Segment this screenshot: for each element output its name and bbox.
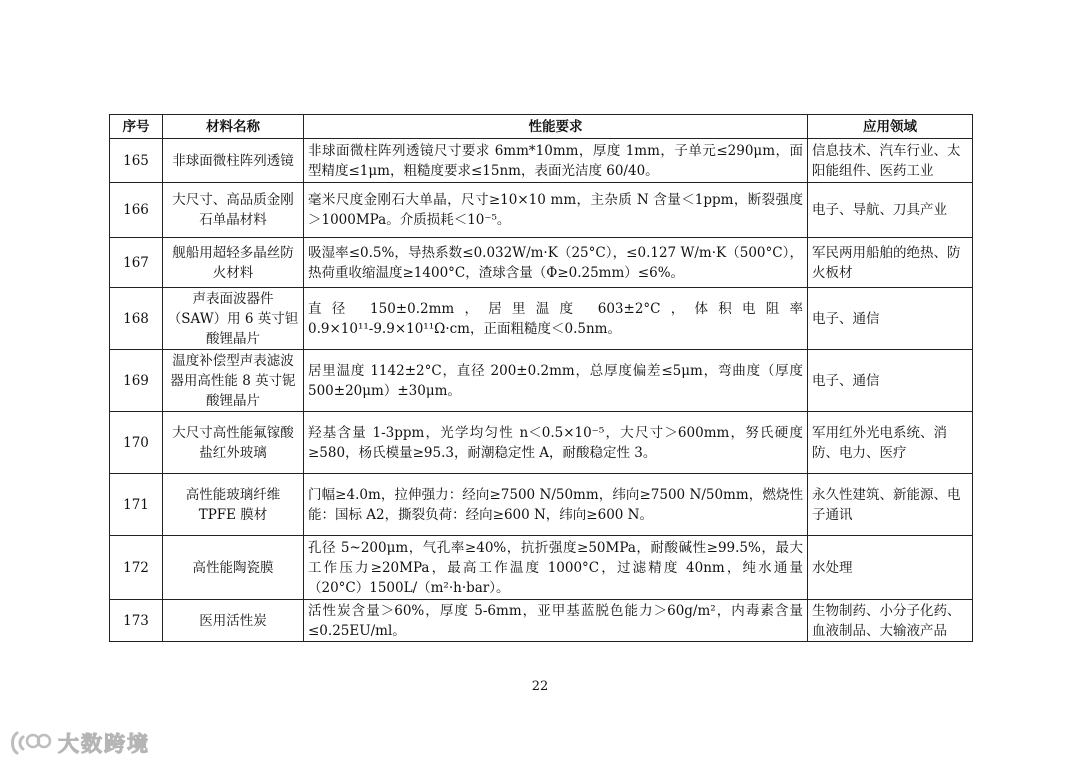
row-material-name: 非球面微柱阵列透镜 [163,139,304,183]
row-material-name: 温度补偿型声表滤波器用高性能 8 英寸铌酸锂晶片 [163,350,304,412]
table-header-row [110,115,973,139]
materials-table [109,114,973,642]
header-application-field: 应用领域 [808,115,973,139]
row-application: 生物制药、小分子化药、血液制品、大输液产品 [808,600,973,642]
table-row [110,600,973,642]
row-material-name: 高性能玻璃纤维 TPFE 膜材 [163,474,304,536]
row-application: 电子、通信 [808,288,973,350]
table-row [110,536,973,600]
watermark-logo-icon [8,728,52,758]
row-material-name: 医用活性炭 [163,600,304,642]
row-application: 电子、导航、刀具产业 [808,183,973,238]
watermark [8,728,150,758]
page-number: 22 [531,679,549,694]
row-no: 167 [110,238,163,288]
row-material-name: 大尺寸、高品质金刚石单晶材料 [163,183,304,238]
row-application: 信息技术、汽车行业、太阳能组件、医药工业 [808,139,973,183]
table-row [110,474,973,536]
row-application: 水处理 [808,536,973,600]
watermark-text: 大数跨境 [58,732,150,756]
table-row [110,412,973,474]
table-row [110,288,973,350]
table-row [110,350,973,412]
row-requirement: 直径 150±0.2mm，居里温度 603±2°C，体积电阻率 0.9×10¹¹-9.9×10¹¹Ω·cm，正面粗糙度＜0.5nm。 [304,288,808,350]
table-row [110,139,973,183]
row-material-name: 舰船用超轻多晶丝防火材料 [163,238,304,288]
row-application: 军民两用船舶的绝热、防火板材 [808,238,973,288]
row-material-name: 声表面波器件（SAW）用 6 英寸钽酸锂晶片 [163,288,304,350]
row-requirement: 孔径 5~200μm，气孔率≥40%，抗折强度≥50MPa，耐酸碱性≥99.5%，最大工作压力≥20MPa，最高工作温度 1000°C，过滤精度 40nm，纯水通量（20°C）1500L/（m²·h·bar）。 [304,536,808,600]
header-material-name: 材料名称 [163,115,304,139]
row-requirement: 羟基含量 1-3ppm，光学均匀性 n＜0.5×10⁻⁵，大尺寸＞600mm，努氏硬度≥580，杨氏模量≥95.3，耐潮稳定性 A，耐酸稳定性 3。 [304,412,808,474]
row-no: 171 [110,474,163,536]
row-material-name: 大尺寸高性能氟镓酸盐红外玻璃 [163,412,304,474]
header-no: 序号 [110,115,163,139]
row-no: 169 [110,350,163,412]
header-performance-requirement: 性能要求 [304,115,808,139]
row-no: 165 [110,139,163,183]
row-requirement: 活性炭含量＞60%，厚度 5-6mm，亚甲基蓝脱色能力＞60g/m²，内毒素含量≤0.25EU/ml。 [304,600,808,642]
table-row [110,183,973,238]
row-requirement: 吸湿率≤0.5%，导热系数≤0.032W/m·K（25°C），≤0.127 W/m·K（500°C），热荷重收缩温度≥1400°C，渣球含量（Φ≥0.25mm）≤6%。 [304,238,808,288]
row-requirement: 毫米尺度金刚石大单晶，尺寸≥10×10 mm，主杂质 N 含量＜1ppm，断裂强度＞1000MPa。介质损耗＜10⁻⁵。 [304,183,808,238]
row-application: 电子、通信 [808,350,973,412]
row-no: 172 [110,536,163,600]
row-requirement: 居里温度 1142±2°C，直径 200±0.2mm，总厚度偏差≤5μm，弯曲度（厚度500±20μm）±30μm。 [304,350,808,412]
row-requirement: 非球面微柱阵列透镜尺寸要求 6mm*10mm，厚度 1mm，子单元≤290μm，面型精度≤1μm，粗糙度要求≤15nm，表面光洁度 60/40。 [304,139,808,183]
row-no: 170 [110,412,163,474]
row-no: 166 [110,183,163,238]
row-application: 军用红外光电系统、消防、电力、医疗 [808,412,973,474]
row-no: 173 [110,600,163,642]
row-no: 168 [110,288,163,350]
table-row [110,238,973,288]
row-application: 永久性建筑、新能源、电子通讯 [808,474,973,536]
row-material-name: 高性能陶瓷膜 [163,536,304,600]
row-requirement: 门幅≥4.0m，拉伸强力：经向≥7500 N/50mm，纬向≥7500 N/50mm，燃烧性能：国标 A2，撕裂负荷：经向≥600 N，纬向≥600 N。 [304,474,808,536]
